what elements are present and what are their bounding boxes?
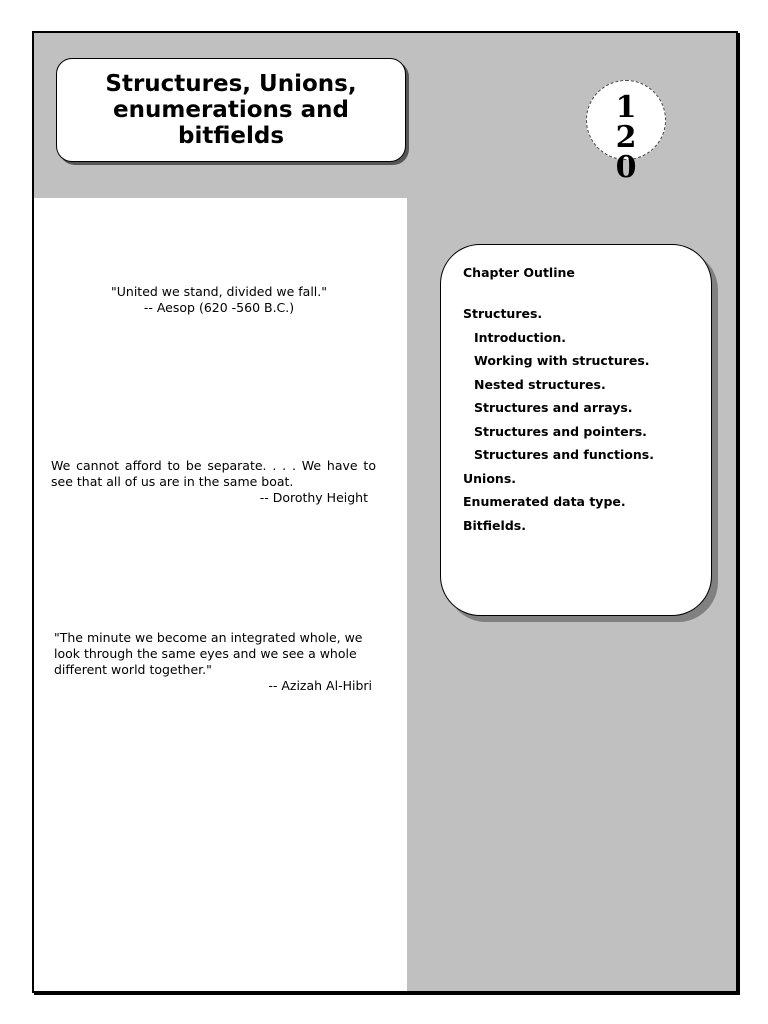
chapter-outline [440,244,712,616]
outline-item-structures-and-arrays: Structures and arrays. [474,400,633,415]
quote-text: "United we stand, divided we fall." [111,284,327,299]
outline-item-structures: Structures. [463,306,543,321]
outline-item-working-with-structures: Working with structures. [474,353,650,368]
quote-attribution: -- Dorothy Height [259,490,368,505]
quote-azizah-al-hibri [54,630,374,694]
outline-item-bitfields: Bitfields. [463,517,526,533]
chapter-number-badge: 120 [586,80,666,160]
quote-text: We cannot afford to be separate. . . . We have to see that all of us are in the same boat. [51,458,376,489]
quote-attribution: -- Aesop (620 -560 B.C.) [143,300,295,315]
outline-item-nested-structures: Nested structures. [474,376,606,392]
chapter-title: Structures, Unions, enumerations and bitfields [56,58,406,162]
outline-heading: Chapter Outline [463,265,575,280]
header-band [34,33,736,198]
quote-attribution: -- Azizah Al-Hibri [268,678,372,693]
document-page [32,31,738,993]
quotes-panel [34,198,407,991]
outline-list [463,302,711,537]
quote-aesop [74,284,364,316]
outline-item-enumerated-data-type: Enumerated data type. [463,494,626,509]
outline-item-unions: Unions. [463,470,517,486]
outline-item-structures-and-functions: Structures and functions. [474,447,654,462]
quote-dorothy-height [51,458,376,506]
quote-text: "The minute we become an integrated whole, we look through the same eyes and we see a whole different world together." [54,630,363,677]
outline-item-structures-and-pointers: Structures and pointers. [474,423,647,439]
outline-item-introduction: Introduction. [474,329,567,345]
